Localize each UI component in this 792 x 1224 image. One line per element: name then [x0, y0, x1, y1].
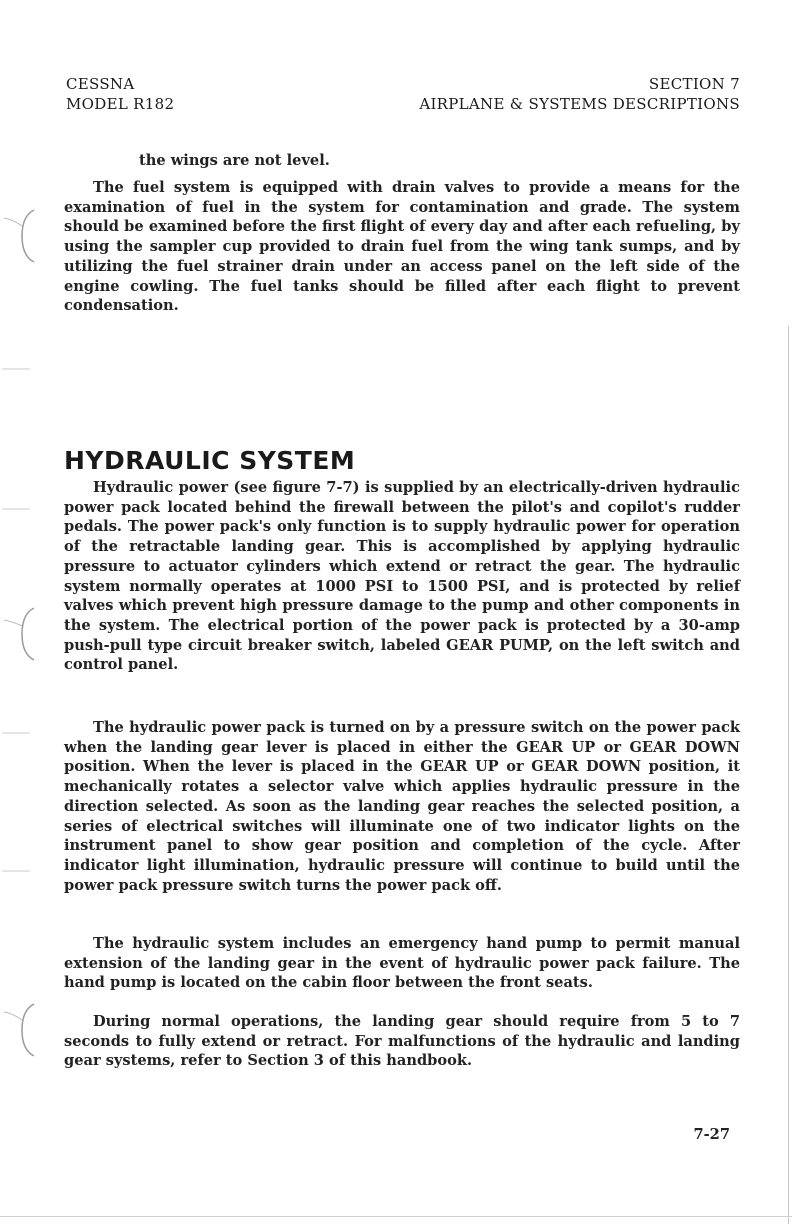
- margin-tick-2: [0, 504, 40, 514]
- bottom-edge-rule: [0, 1216, 792, 1217]
- section-label: SECTION 7: [648, 75, 740, 93]
- page-number: 7-27: [693, 1126, 730, 1143]
- margin-tick-3: [0, 728, 40, 738]
- hydraulic-paragraph-4: During normal operations, the landing gear should require from 5 to 7 seconds to fully extend or retract. For malfunctions of the hydraulic and landing gear systems, refer to Section 3 of this handbook.: [64, 1013, 740, 1070]
- header-left: [66, 74, 174, 114]
- model-label: MODEL R182: [66, 95, 175, 113]
- continuation-line: the wings are not level.: [139, 152, 330, 169]
- margin-bracket-2: [0, 604, 40, 664]
- fuel-paragraph: The fuel system is equipped with drain valves to provide a means for the examination of fuel in the system for contamination and grade. The system should be examined before the first flight of every day and after each refueling, by using the sampler cup provided to drain fuel from the wing tank sumps, and by utilizing the fuel strainer drain under an access panel on the left side of the engine cowling. The fuel tanks should be filled after each flight to prevent condensation.: [64, 179, 740, 315]
- margin-bracket-3: [0, 1000, 40, 1060]
- section-heading: HYDRAULIC SYSTEM: [64, 446, 356, 475]
- margin-bracket-1: [0, 206, 40, 266]
- hydraulic-paragraph-2: The hydraulic power pack is turned on by a pressure switch on the power pack when the landing gear lever is placed in either the GEAR UP or GEAR DOWN position. When the lever is placed in the GEAR UP or GEAR DOWN position, it mechanically rotates a selector valve which applies hydraulic pressure in the direction selected. As soon as the landing gear reaches the selected position, a series of electrical switches will illuminate one of two indicator lights on the instrument panel to show gear position and completion of the cycle. After indicator light illumination, hydraulic pressure will continue to build until the power pack pressure switch turns the power pack off.: [64, 719, 740, 894]
- manufacturer-label: CESSNA: [66, 75, 135, 93]
- margin-tick-1: [0, 364, 40, 374]
- margin-tick-4: [0, 866, 40, 876]
- right-edge-rule: [788, 326, 789, 1224]
- hydraulic-paragraph-3: The hydraulic system includes an emergency hand pump to permit manual extension of the landing gear in the event of hydraulic power pack failure. The hand pump is located on the cabin floor between the front seats.: [64, 935, 740, 992]
- header-right: [419, 74, 740, 114]
- hydraulic-paragraph-1: Hydraulic power (see figure 7-7) is supplied by an electrically-driven hydraulic power pack located behind the firewall between the pilot's and copilot's rudder pedals. The power pack's only function is to supply hydraulic power for operation of the retractable landing gear. This is accomplished by applying hydraulic pressure to actuator cylinders which extend or retract the gear. The hydraulic system normally operates at 1000 PSI to 1500 PSI, and is protected by relief valves which prevent high pressure damage to the pump and other components in the system. The electrical portion of the power pack is protected by a 30-amp push-pull type circuit breaker switch, labeled GEAR PUMP, on the left switch and control panel.: [64, 479, 740, 674]
- section-title: AIRPLANE & SYSTEMS DESCRIPTIONS: [419, 95, 740, 113]
